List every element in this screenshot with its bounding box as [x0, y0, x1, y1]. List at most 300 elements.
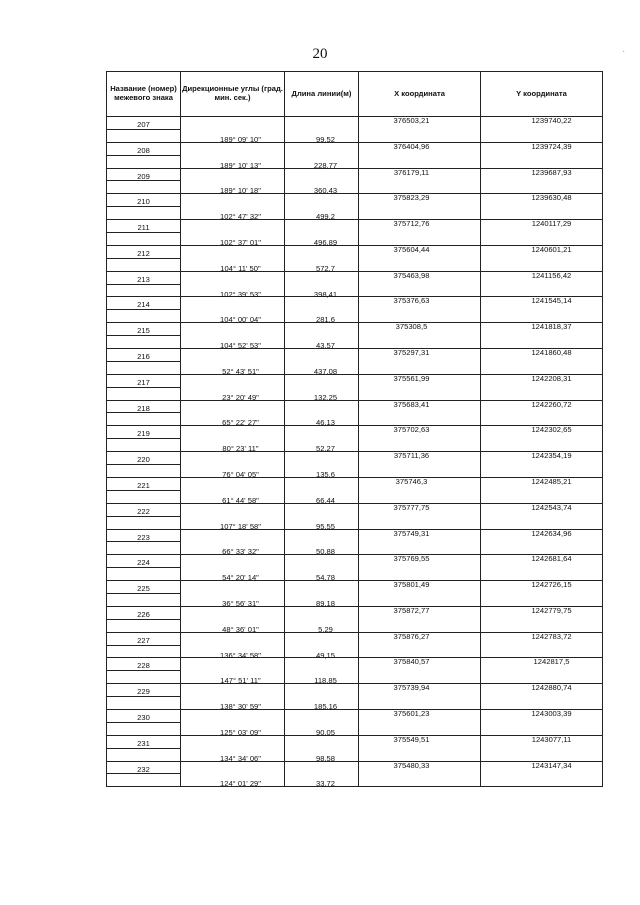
y-coordinate: 1242779,75	[531, 605, 572, 615]
point-name-cell	[107, 374, 181, 387]
length-cell	[285, 722, 359, 735]
y-coordinate-cell	[481, 658, 603, 671]
point-name-cell	[107, 336, 181, 349]
y-coordinate-cell	[481, 194, 603, 207]
table-row	[107, 709, 603, 722]
direction-angle: 66° 33' 32"	[222, 547, 259, 557]
direction-angle: 136° 34' 58"	[220, 650, 261, 660]
y-coordinate-cell	[481, 516, 603, 529]
table-row	[107, 761, 603, 774]
y-coordinate-cell	[481, 297, 603, 310]
angle-cell	[181, 233, 285, 246]
table-row	[107, 323, 603, 336]
table-row	[107, 245, 603, 258]
point-name-cell	[107, 387, 181, 400]
y-coordinate-cell	[481, 374, 603, 387]
point-name-cell	[107, 593, 181, 606]
length-cell	[285, 387, 359, 400]
y-coordinate-cell	[481, 387, 603, 400]
point-name: 232	[137, 764, 150, 774]
y-coordinate: 1242260,72	[531, 399, 572, 409]
x-coordinate-cell	[359, 477, 481, 490]
x-coordinate-cell	[359, 722, 481, 735]
length-cell	[285, 748, 359, 761]
table-row	[107, 477, 603, 490]
length-cell	[285, 349, 359, 362]
direction-angle: 189° 10' 13"	[220, 160, 261, 170]
x-coordinate-cell	[359, 426, 481, 439]
direction-angle: 102° 39' 53"	[220, 289, 261, 299]
point-name-cell	[107, 220, 181, 233]
point-name-cell	[107, 439, 181, 452]
y-coordinate-cell	[481, 426, 603, 439]
table-row	[107, 658, 603, 671]
table-row	[107, 258, 603, 271]
x-coordinate-cell	[359, 413, 481, 426]
y-coordinate-cell	[481, 735, 603, 748]
y-coordinate-cell	[481, 697, 603, 710]
x-coordinate: 375823,29	[393, 193, 430, 203]
angle-cell	[181, 632, 285, 645]
angle-cell	[181, 181, 285, 194]
x-coordinate-cell	[359, 761, 481, 774]
y-coordinate: 1242783,72	[531, 631, 572, 641]
y-coordinate-cell	[481, 645, 603, 658]
length-cell	[285, 555, 359, 568]
length-cell	[285, 593, 359, 606]
x-coordinate-cell	[359, 658, 481, 671]
angle-cell	[181, 516, 285, 529]
point-name: 227	[137, 635, 150, 645]
x-coordinate-cell	[359, 709, 481, 722]
y-coordinate-cell	[481, 529, 603, 542]
y-coordinate-cell	[481, 168, 603, 181]
angle-cell	[181, 207, 285, 220]
length-cell	[285, 284, 359, 297]
x-coordinate-cell	[359, 748, 481, 761]
x-coordinate-cell	[359, 593, 481, 606]
y-coordinate-cell	[481, 503, 603, 516]
length-cell	[285, 245, 359, 258]
line-length: 437,08	[313, 366, 338, 376]
angle-cell	[181, 490, 285, 503]
point-name-cell	[107, 117, 181, 130]
x-coordinate: 376404,96	[393, 141, 430, 151]
y-coordinate-cell	[481, 465, 603, 478]
x-coordinate-cell	[359, 349, 481, 362]
angle-cell	[181, 413, 285, 426]
direction-angle: 80° 23' 11"	[222, 444, 259, 454]
length-cell	[285, 207, 359, 220]
x-coordinate-cell	[359, 465, 481, 478]
angle-cell	[181, 645, 285, 658]
header-y-coordinate: Y координата	[481, 72, 603, 117]
table-row	[107, 516, 603, 529]
y-coordinate: 1242880,74	[531, 683, 572, 693]
boundary-points-table	[106, 71, 603, 787]
y-coordinate-cell	[481, 593, 603, 606]
length-cell	[285, 181, 359, 194]
angle-cell	[181, 387, 285, 400]
point-name-cell	[107, 245, 181, 258]
point-name-cell	[107, 349, 181, 362]
header-line-length: Длина линии(м)	[285, 72, 359, 117]
length-cell	[285, 129, 359, 142]
table-row	[107, 297, 603, 310]
direction-angle: 65° 22' 27"	[222, 418, 259, 428]
line-length: 43,57	[315, 341, 335, 351]
line-length: 52,27	[315, 444, 335, 454]
x-coordinate-cell	[359, 207, 481, 220]
x-coordinate-cell	[359, 490, 481, 503]
point-name: 229	[137, 687, 150, 697]
x-coordinate-cell	[359, 271, 481, 284]
angle-cell	[181, 697, 285, 710]
table-row	[107, 439, 603, 452]
x-coordinate: 376179,11	[393, 167, 430, 177]
direction-angle: 52° 43' 51"	[222, 366, 259, 376]
x-coordinate-cell	[359, 155, 481, 168]
y-coordinate-cell	[481, 632, 603, 645]
y-coordinate-cell	[481, 233, 603, 246]
line-length: 281,6	[315, 315, 335, 325]
y-coordinate: 1241156,42	[531, 270, 572, 280]
direction-angle: 189° 09' 10"	[220, 134, 261, 144]
length-cell	[285, 142, 359, 155]
angle-cell	[181, 439, 285, 452]
x-coordinate: 375683,41	[393, 399, 430, 409]
x-coordinate-cell	[359, 542, 481, 555]
point-name: 221	[137, 480, 150, 490]
angle-cell	[181, 400, 285, 413]
x-coordinate-cell	[359, 774, 481, 787]
point-name-cell	[107, 619, 181, 632]
table-row	[107, 671, 603, 684]
y-coordinate: 1239687,93	[531, 167, 572, 177]
angle-cell	[181, 323, 285, 336]
point-name: 217	[137, 377, 150, 387]
line-length: 572,7	[315, 263, 335, 273]
angle-cell	[181, 361, 285, 374]
angle-cell	[181, 349, 285, 362]
line-length: 360,43	[313, 186, 338, 196]
x-coordinate-cell	[359, 310, 481, 323]
point-name-cell	[107, 671, 181, 684]
direction-angle: 138° 30' 59"	[220, 702, 261, 712]
point-name-cell	[107, 761, 181, 774]
x-coordinate-cell	[359, 387, 481, 400]
length-cell	[285, 271, 359, 284]
angle-cell	[181, 117, 285, 130]
length-cell	[285, 503, 359, 516]
point-name-cell	[107, 233, 181, 246]
y-coordinate: 1243003,39	[531, 708, 572, 718]
length-cell	[285, 697, 359, 710]
point-name-cell	[107, 774, 181, 787]
table-row	[107, 284, 603, 297]
angle-cell	[181, 284, 285, 297]
y-coordinate-cell	[481, 129, 603, 142]
table-row	[107, 194, 603, 207]
y-coordinate-cell	[481, 142, 603, 155]
point-name: 210	[137, 197, 150, 207]
table-row	[107, 220, 603, 233]
line-length: 33,72	[315, 779, 335, 789]
y-coordinate-cell	[481, 439, 603, 452]
y-coordinate-cell	[481, 323, 603, 336]
point-name-cell	[107, 645, 181, 658]
point-name-cell	[107, 142, 181, 155]
table-row	[107, 555, 603, 568]
y-coordinate-cell	[481, 542, 603, 555]
y-coordinate-cell	[481, 310, 603, 323]
point-name-cell	[107, 658, 181, 671]
line-length: 50,88	[315, 547, 335, 557]
y-coordinate: 1241860,48	[531, 348, 572, 358]
x-coordinate-cell	[359, 129, 481, 142]
direction-angle: 48° 36' 01"	[222, 624, 259, 634]
point-name: 214	[137, 300, 150, 310]
length-cell	[285, 619, 359, 632]
y-coordinate-cell	[481, 761, 603, 774]
table-row	[107, 349, 603, 362]
x-coordinate-cell	[359, 374, 481, 387]
line-length: 90,05	[315, 727, 335, 737]
x-coordinate-cell	[359, 697, 481, 710]
table-row	[107, 529, 603, 542]
point-name-cell	[107, 722, 181, 735]
y-coordinate-cell	[481, 336, 603, 349]
point-name-cell	[107, 709, 181, 722]
length-cell	[285, 220, 359, 233]
direction-angle: 147° 51' 11"	[220, 676, 261, 686]
y-coordinate-cell	[481, 181, 603, 194]
point-name: 218	[137, 403, 150, 413]
y-coordinate-cell	[481, 117, 603, 130]
point-name-cell	[107, 581, 181, 594]
x-coordinate-cell	[359, 439, 481, 452]
x-coordinate: 375840,57	[393, 657, 430, 667]
table-row	[107, 632, 603, 645]
point-name-cell	[107, 155, 181, 168]
page-number: 20	[312, 46, 328, 62]
x-coordinate-cell	[359, 555, 481, 568]
direction-angle: 189° 10' 18"	[220, 186, 261, 196]
line-length: 132,25	[313, 392, 338, 402]
table-row	[107, 722, 603, 735]
y-coordinate: 1243077,11	[531, 734, 572, 744]
x-coordinate-cell	[359, 220, 481, 233]
angle-cell	[181, 426, 285, 439]
x-coordinate-cell	[359, 142, 481, 155]
y-coordinate: 1242208,31	[531, 373, 572, 383]
length-cell	[285, 452, 359, 465]
angle-cell	[181, 581, 285, 594]
table-row	[107, 465, 603, 478]
table-row	[107, 490, 603, 503]
point-name: 209	[137, 171, 150, 181]
x-coordinate-cell	[359, 735, 481, 748]
y-coordinate: 1242302,65	[531, 425, 572, 435]
angle-cell	[181, 220, 285, 233]
y-coordinate-cell	[481, 245, 603, 258]
point-name-cell	[107, 748, 181, 761]
point-name: 208	[137, 145, 150, 155]
line-length: 5,29	[318, 624, 333, 634]
angle-cell	[181, 155, 285, 168]
x-coordinate: 375297,31	[393, 348, 430, 358]
point-name: 220	[137, 455, 150, 465]
y-coordinate-cell	[481, 413, 603, 426]
length-cell	[285, 336, 359, 349]
x-coordinate-cell	[359, 194, 481, 207]
x-coordinate: 375549,51	[393, 734, 430, 744]
x-coordinate-cell	[359, 245, 481, 258]
line-length: 49,15	[315, 650, 335, 660]
table-row	[107, 748, 603, 761]
length-cell	[285, 606, 359, 619]
point-name-cell	[107, 181, 181, 194]
point-name-cell	[107, 568, 181, 581]
line-length: 95,55	[315, 521, 335, 531]
length-cell	[285, 490, 359, 503]
table-row	[107, 361, 603, 374]
angle-cell	[181, 194, 285, 207]
y-coordinate-cell	[481, 606, 603, 619]
point-name-cell	[107, 168, 181, 181]
table-row	[107, 542, 603, 555]
y-coordinate: 1242817,5	[533, 657, 570, 667]
table-row	[107, 735, 603, 748]
length-cell	[285, 709, 359, 722]
corner-mark: ·	[622, 46, 626, 57]
line-length: 66,44	[315, 495, 335, 505]
x-coordinate: 375308,5	[395, 322, 428, 332]
length-cell	[285, 671, 359, 684]
point-name: 230	[137, 712, 150, 722]
point-name: 222	[137, 506, 150, 516]
y-coordinate-cell	[481, 271, 603, 284]
x-coordinate-cell	[359, 529, 481, 542]
angle-cell	[181, 465, 285, 478]
length-cell	[285, 645, 359, 658]
y-coordinate-cell	[481, 258, 603, 271]
line-length: 496,89	[313, 238, 338, 248]
x-coordinate-cell	[359, 516, 481, 529]
line-length: 398,41	[313, 289, 338, 299]
point-name-cell	[107, 426, 181, 439]
x-coordinate-cell	[359, 606, 481, 619]
table-row	[107, 310, 603, 323]
angle-cell	[181, 129, 285, 142]
point-name: 215	[137, 326, 150, 336]
angle-cell	[181, 503, 285, 516]
y-coordinate-cell	[481, 774, 603, 787]
length-cell	[285, 568, 359, 581]
length-cell	[285, 310, 359, 323]
y-coordinate: 1240117,29	[531, 219, 572, 229]
point-name-cell	[107, 400, 181, 413]
point-name-cell	[107, 542, 181, 555]
direction-angle: 102° 47' 32"	[220, 212, 261, 222]
length-cell	[285, 194, 359, 207]
table-row	[107, 207, 603, 220]
point-name-cell	[107, 477, 181, 490]
length-cell	[285, 413, 359, 426]
length-cell	[285, 258, 359, 271]
y-coordinate: 1242543,74	[531, 502, 572, 512]
table-row	[107, 413, 603, 426]
y-coordinate-cell	[481, 722, 603, 735]
table-row	[107, 271, 603, 284]
x-coordinate-cell	[359, 568, 481, 581]
x-coordinate: 375739,94	[393, 683, 430, 693]
point-name-cell	[107, 258, 181, 271]
point-name-cell	[107, 284, 181, 297]
point-name: 228	[137, 661, 150, 671]
point-name: 225	[137, 584, 150, 594]
table-row	[107, 452, 603, 465]
x-coordinate-cell	[359, 581, 481, 594]
angle-cell	[181, 271, 285, 284]
line-length: 54,78	[315, 573, 335, 583]
length-cell	[285, 684, 359, 697]
point-name-cell	[107, 361, 181, 374]
table-row	[107, 233, 603, 246]
length-cell	[285, 426, 359, 439]
angle-cell	[181, 568, 285, 581]
angle-cell	[181, 452, 285, 465]
angle-cell	[181, 735, 285, 748]
direction-angle: 125° 03' 09"	[220, 727, 261, 737]
x-coordinate-cell	[359, 168, 481, 181]
length-cell	[285, 774, 359, 787]
point-name: 216	[137, 352, 150, 362]
y-coordinate: 1242354,19	[531, 451, 572, 461]
x-coordinate: 375769,55	[393, 554, 430, 564]
direction-angle: 102° 37' 01"	[220, 238, 261, 248]
direction-angle: 104° 11' 50"	[220, 263, 261, 273]
y-coordinate: 1239630,48	[531, 193, 572, 203]
table-header-row	[107, 72, 603, 117]
angle-cell	[181, 709, 285, 722]
length-cell	[285, 516, 359, 529]
table-row	[107, 774, 603, 787]
y-coordinate-cell	[481, 220, 603, 233]
point-name-cell	[107, 632, 181, 645]
table-row	[107, 593, 603, 606]
angle-cell	[181, 374, 285, 387]
angle-cell	[181, 671, 285, 684]
x-coordinate: 375376,63	[393, 296, 430, 306]
point-name-cell	[107, 555, 181, 568]
angle-cell	[181, 593, 285, 606]
header-point-name: Название (номер) межевого знака	[107, 72, 181, 117]
point-name-cell	[107, 606, 181, 619]
table-row	[107, 129, 603, 142]
x-coordinate-cell	[359, 671, 481, 684]
line-length: 89,18	[315, 598, 335, 608]
y-coordinate-cell	[481, 155, 603, 168]
y-coordinate-cell	[481, 684, 603, 697]
length-cell	[285, 374, 359, 387]
direction-angle: 76° 04' 05"	[222, 470, 259, 480]
table-row	[107, 117, 603, 130]
table-row	[107, 142, 603, 155]
y-coordinate: 1240601,21	[531, 244, 572, 254]
point-name-cell	[107, 323, 181, 336]
table-body	[107, 117, 603, 787]
